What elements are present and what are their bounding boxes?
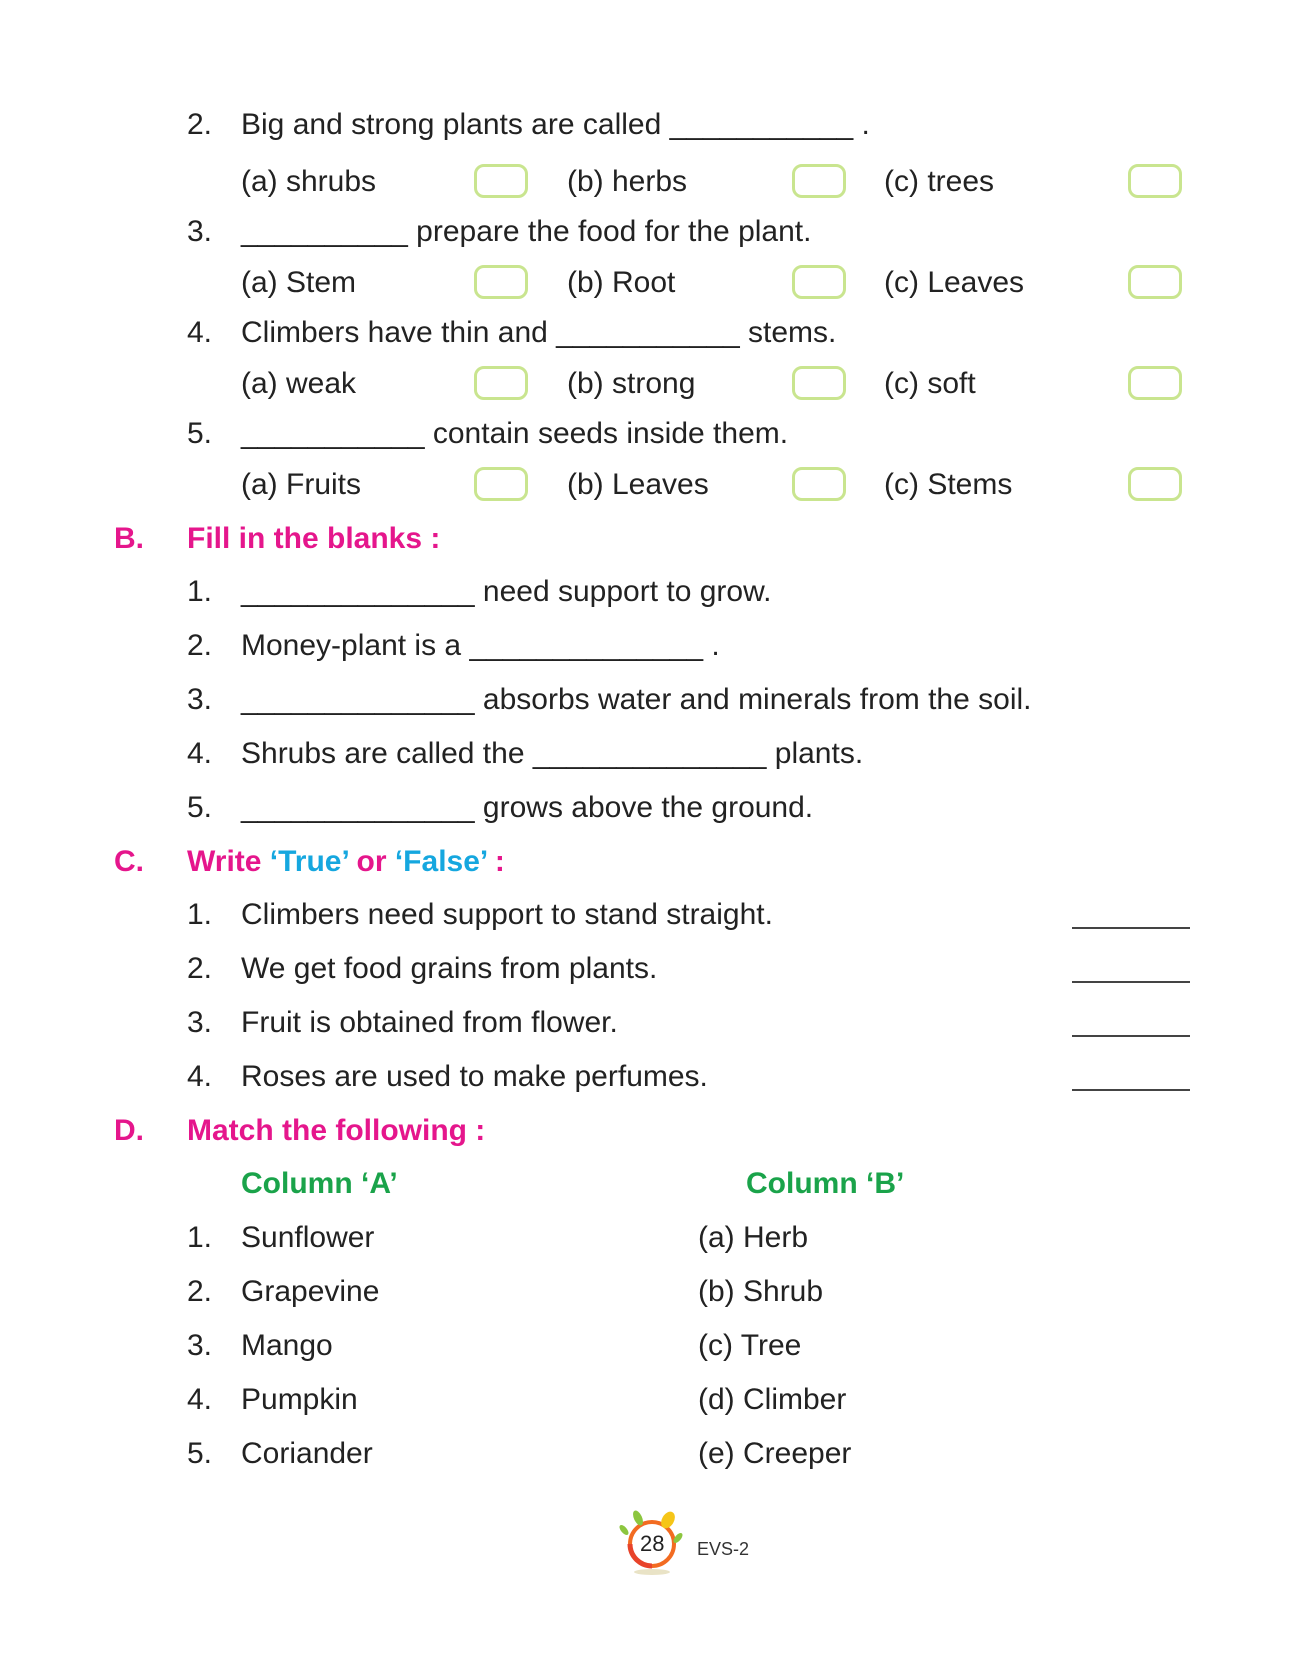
column-a-heading: Column ‘A’ xyxy=(241,1167,398,1200)
answer-line[interactable] xyxy=(1072,1035,1190,1037)
item-number: 3. xyxy=(187,683,213,716)
column-a-item: Coriander xyxy=(241,1437,373,1470)
section-letter: B. xyxy=(114,522,144,555)
question-text: __________ prepare the food for the plant. xyxy=(241,215,812,248)
option-b: (b) Leaves xyxy=(567,468,709,501)
item-number: 5. xyxy=(187,1437,213,1470)
statement: Roses are used to make perfumes. xyxy=(241,1060,708,1093)
item-number: 4. xyxy=(187,737,213,770)
title-false: ‘False’ xyxy=(394,845,487,878)
title-or: or xyxy=(348,845,395,878)
answer-line[interactable] xyxy=(1072,927,1190,929)
section-title xyxy=(187,844,505,880)
fill-blank-item: ______________ need support to grow. xyxy=(241,575,772,608)
item-number: 1. xyxy=(187,575,213,608)
column-b-heading: Column ‘B’ xyxy=(746,1167,905,1200)
answer-checkbox[interactable] xyxy=(792,265,846,299)
item-number: 5. xyxy=(187,791,213,824)
answer-checkbox[interactable] xyxy=(1128,164,1182,198)
section-title: Fill in the blanks : xyxy=(187,522,441,555)
answer-checkbox[interactable] xyxy=(1128,265,1182,299)
section-letter: C. xyxy=(114,845,144,878)
item-number: 2. xyxy=(187,629,213,662)
item-number: 3. xyxy=(187,1329,213,1362)
section-title: Match the following : xyxy=(187,1114,486,1147)
statement: Fruit is obtained from flower. xyxy=(241,1006,618,1039)
column-a-item: Mango xyxy=(241,1329,333,1362)
answer-checkbox[interactable] xyxy=(792,164,846,198)
answer-checkbox[interactable] xyxy=(1128,467,1182,501)
item-number: 2. xyxy=(187,952,213,985)
page-number: 28 xyxy=(640,1531,665,1556)
statement: We get food grains from plants. xyxy=(241,952,658,985)
question-number: 5. xyxy=(187,417,213,450)
column-b-item: (e) Creeper xyxy=(698,1437,852,1470)
item-number: 4. xyxy=(187,1383,213,1416)
title-prefix: Write xyxy=(187,845,270,878)
question-number: 2. xyxy=(187,108,213,141)
question-text: ___________ contain seeds inside them. xyxy=(241,417,789,450)
fill-blank-item: Shrubs are called the ______________ plants. xyxy=(241,737,864,770)
statement: Climbers need support to stand straight. xyxy=(241,898,773,931)
option-a: (a) shrubs xyxy=(241,165,377,198)
answer-checkbox[interactable] xyxy=(474,164,528,198)
column-b-item: (a) Herb xyxy=(698,1221,809,1254)
fill-blank-item: ______________ absorbs water and minerals from the soil. xyxy=(241,683,1032,716)
option-c: (c) soft xyxy=(884,367,976,400)
option-c: (c) trees xyxy=(884,165,995,198)
section-letter: D. xyxy=(114,1114,144,1147)
column-b-item: (b) Shrub xyxy=(698,1275,824,1308)
question-number: 4. xyxy=(187,316,213,349)
answer-checkbox[interactable] xyxy=(792,366,846,400)
answer-checkbox[interactable] xyxy=(474,265,528,299)
answer-line[interactable] xyxy=(1072,1089,1190,1091)
answer-checkbox[interactable] xyxy=(474,467,528,501)
column-b-item: (c) Tree xyxy=(698,1329,802,1362)
book-code: EVS-2 xyxy=(697,1539,750,1559)
option-b: (b) herbs xyxy=(567,165,688,198)
question-text: Big and strong plants are called ___________ . xyxy=(241,108,870,141)
option-c: (c) Stems xyxy=(884,468,1013,501)
column-a-item: Grapevine xyxy=(241,1275,380,1308)
option-c: (c) Leaves xyxy=(884,266,1025,299)
item-number: 2. xyxy=(187,1275,213,1308)
item-number: 1. xyxy=(187,898,213,931)
title-true: ‘True’ xyxy=(269,845,349,878)
column-a-item: Sunflower xyxy=(241,1221,375,1254)
item-number: 4. xyxy=(187,1060,213,1093)
answer-checkbox[interactable] xyxy=(792,467,846,501)
fill-blank-item: Money-plant is a ______________ . xyxy=(241,629,720,662)
option-b: (b) Root xyxy=(567,266,676,299)
question-text: Climbers have thin and ___________ stems. xyxy=(241,316,837,349)
item-number: 3. xyxy=(187,1006,213,1039)
answer-line[interactable] xyxy=(1072,981,1190,983)
fill-blank-item: ______________ grows above the ground. xyxy=(241,791,814,824)
option-a: (a) weak xyxy=(241,367,357,400)
question-number: 3. xyxy=(187,215,213,248)
item-number: 1. xyxy=(187,1221,213,1254)
answer-checkbox[interactable] xyxy=(1128,366,1182,400)
title-suffix: : xyxy=(486,845,505,878)
option-b: (b) strong xyxy=(567,367,696,400)
answer-checkbox[interactable] xyxy=(474,366,528,400)
option-a: (a) Stem xyxy=(241,266,357,299)
column-a-item: Pumpkin xyxy=(241,1383,358,1416)
column-b-item: (d) Climber xyxy=(698,1383,847,1416)
option-a: (a) Fruits xyxy=(241,468,361,501)
